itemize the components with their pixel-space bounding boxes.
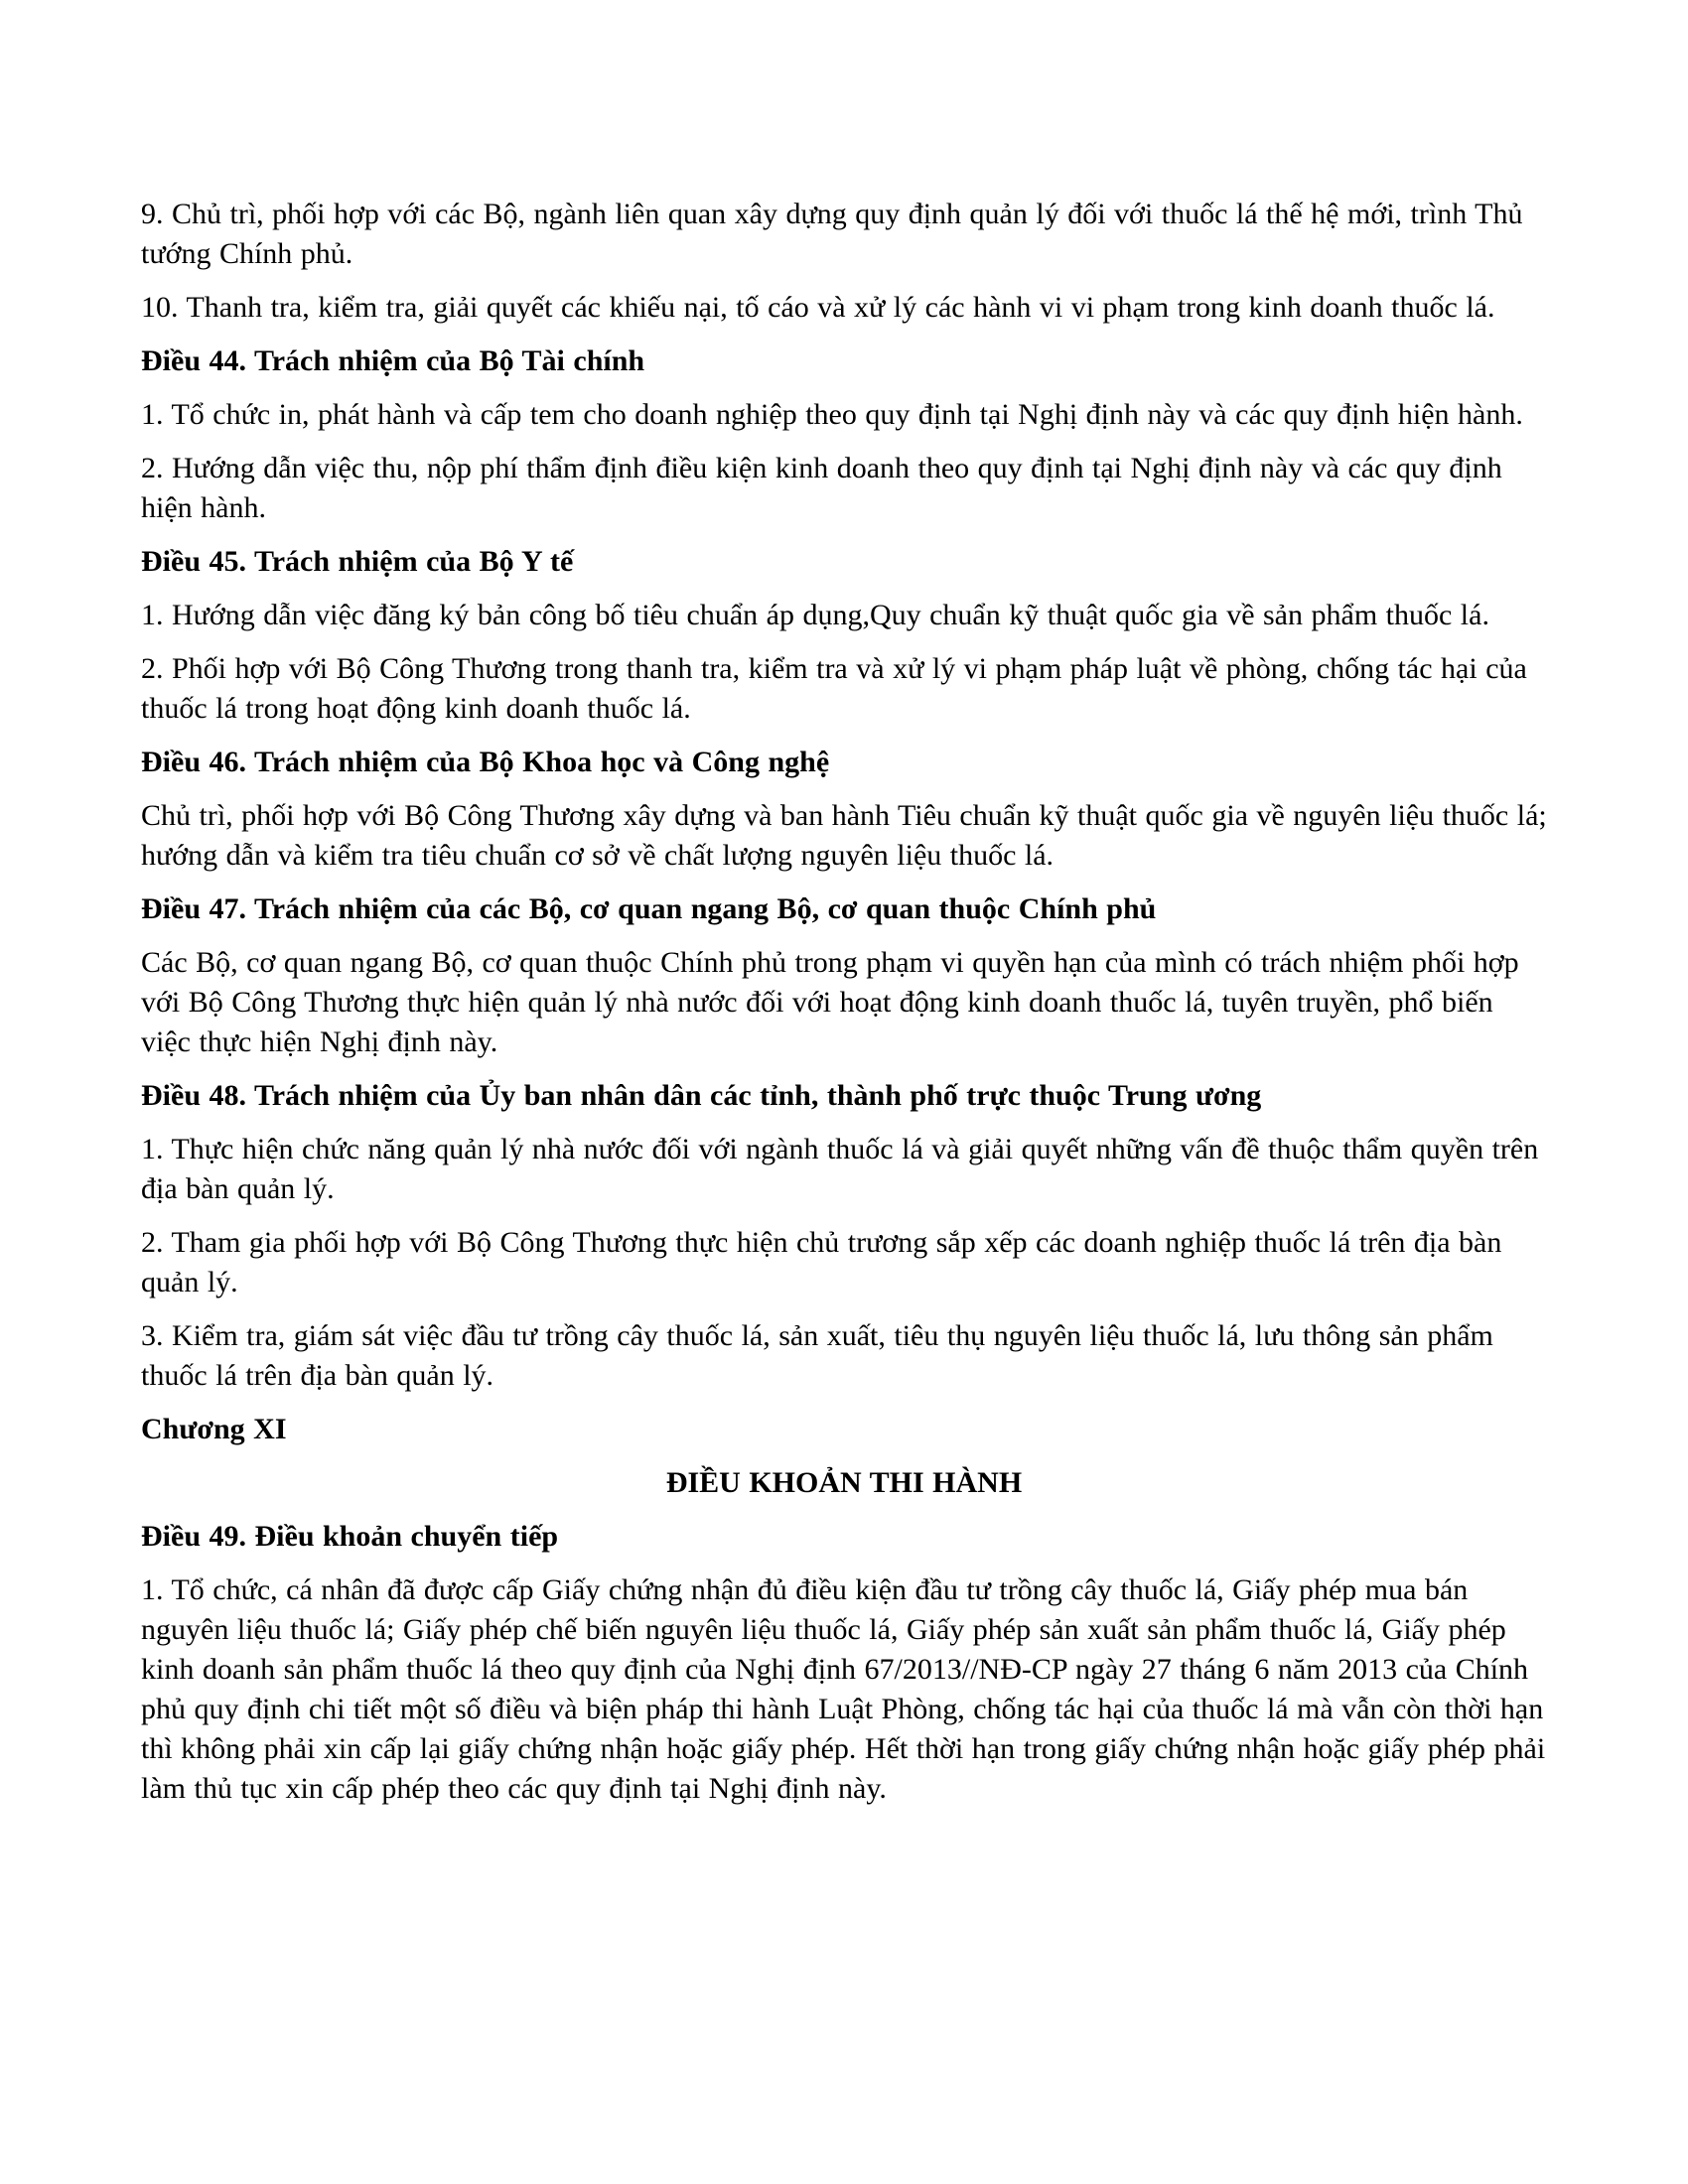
- article-49-heading: Điều 49. Điều khoản chuyển tiếp: [141, 1520, 559, 1553]
- article-44-heading: Điều 44. Trách nhiệm của Bộ Tài chính: [141, 344, 645, 377]
- article-44-paragraph-1: 1. Tổ chức in, phát hành và cấp tem cho doanh nghiệp theo quy định tại Nghị định này và các quy định hiện hành.: [141, 398, 1523, 431]
- article-48-paragraph-2: 2. Tham gia phối hợp với Bộ Công Thương thực hiện chủ trương sắp xếp các doanh nghiệp thuốc lá trên địa bàn quản lý.: [141, 1226, 1502, 1298]
- paragraph-item-10: 10. Thanh tra, kiểm tra, giải quyết các khiếu nại, tố cáo và xử lý các hành vi vi phạm trong kinh doanh thuốc lá.: [141, 291, 1495, 324]
- article-48-paragraph-1: 1. Thực hiện chức năng quản lý nhà nước đối với ngành thuốc lá và giải quyết những vấn đề thuộc thẩm quyền trên địa bàn quản lý.: [141, 1133, 1539, 1205]
- article-45-paragraph-1: 1. Hướng dẫn việc đăng ký bản công bố tiêu chuẩn áp dụng,Quy chuẩn kỹ thuật quốc gia về sản phẩm thuốc lá.: [141, 599, 1489, 631]
- paragraph-item-9: 9. Chủ trì, phối hợp với các Bộ, ngành liên quan xây dựng quy định quản lý đối với thuốc lá thế hệ mới, trình Thủ tướng Chính phủ.: [141, 198, 1523, 270]
- article-49-paragraph-1: 1. Tổ chức, cá nhân đã được cấp Giấy chứng nhận đủ điều kiện đầu tư trồng cây thuốc lá, Giấy phép mua bán nguyên liệu thuốc lá; Giấy phép chế biến nguyên liệu thuốc lá, Giấy phép sản xuất sản phẩm thuốc lá, Giấy phép kinh doanh sản phẩm thuốc lá theo quy định của Nghị định 67/2013//NĐ-CP ngày 27 tháng 6 năm 2013 của Chính phủ quy định chi tiết một số điều và biện pháp thi hành Luật Phòng, chống tác hại của thuốc lá mà vẫn còn thời hạn thì không phải xin cấp lại giấy chứng nhận hoặc giấy phép. Hết thời hạn trong giấy chứng nhận hoặc giấy phép phải làm thủ tục xin cấp phép theo các quy định tại Nghị định này.: [141, 1573, 1546, 1805]
- article-47-heading: Điều 47. Trách nhiệm của các Bộ, cơ quan ngang Bộ, cơ quan thuộc Chính phủ: [141, 892, 1157, 925]
- article-48-paragraph-3: 3. Kiểm tra, giám sát việc đầu tư trồng cây thuốc lá, sản xuất, tiêu thụ nguyên liệu thuốc lá, lưu thông sản phẩm thuốc lá trên địa bàn quản lý.: [141, 1319, 1493, 1392]
- chapter-11-title: ĐIỀU KHOẢN THI HÀNH: [665, 1466, 1023, 1499]
- article-44-paragraph-2: 2. Hướng dẫn việc thu, nộp phí thẩm định điều kiện kinh doanh theo quy định tại Nghị định này và các quy định hiện hành.: [141, 452, 1502, 524]
- article-48-heading: Điều 48. Trách nhiệm của Ủy ban nhân dân các tỉnh, thành phố trực thuộc Trung ương: [141, 1079, 1262, 1112]
- article-45-paragraph-2: 2. Phối hợp với Bộ Công Thương trong thanh tra, kiểm tra và xử lý vi phạm pháp luật về phòng, chống tác hại của thuốc lá trong hoạt động kinh doanh thuốc lá.: [141, 652, 1527, 725]
- article-45-heading: Điều 45. Trách nhiệm của Bộ Y tế: [141, 545, 574, 578]
- chapter-11-label: Chương XI: [141, 1413, 287, 1445]
- article-47-paragraph: Các Bộ, cơ quan ngang Bộ, cơ quan thuộc Chính phủ trong phạm vi quyền hạn của mình có trách nhiệm phối hợp với Bộ Công Thương thực hiện quản lý nhà nước đối với hoạt động kinh doanh thuốc lá, tuyên truyền, phổ biến việc thực hiện Nghị định này.: [141, 946, 1519, 1058]
- article-46-paragraph: Chủ trì, phối hợp với Bộ Công Thương xây dựng và ban hành Tiêu chuẩn kỹ thuật quốc gia về nguyên liệu thuốc lá; hướng dẫn và kiểm tra tiêu chuẩn cơ sở về chất lượng nguyên liệu thuốc lá.: [141, 799, 1547, 872]
- article-46-heading: Điều 46. Trách nhiệm của Bộ Khoa học và Công nghệ: [141, 746, 830, 778]
